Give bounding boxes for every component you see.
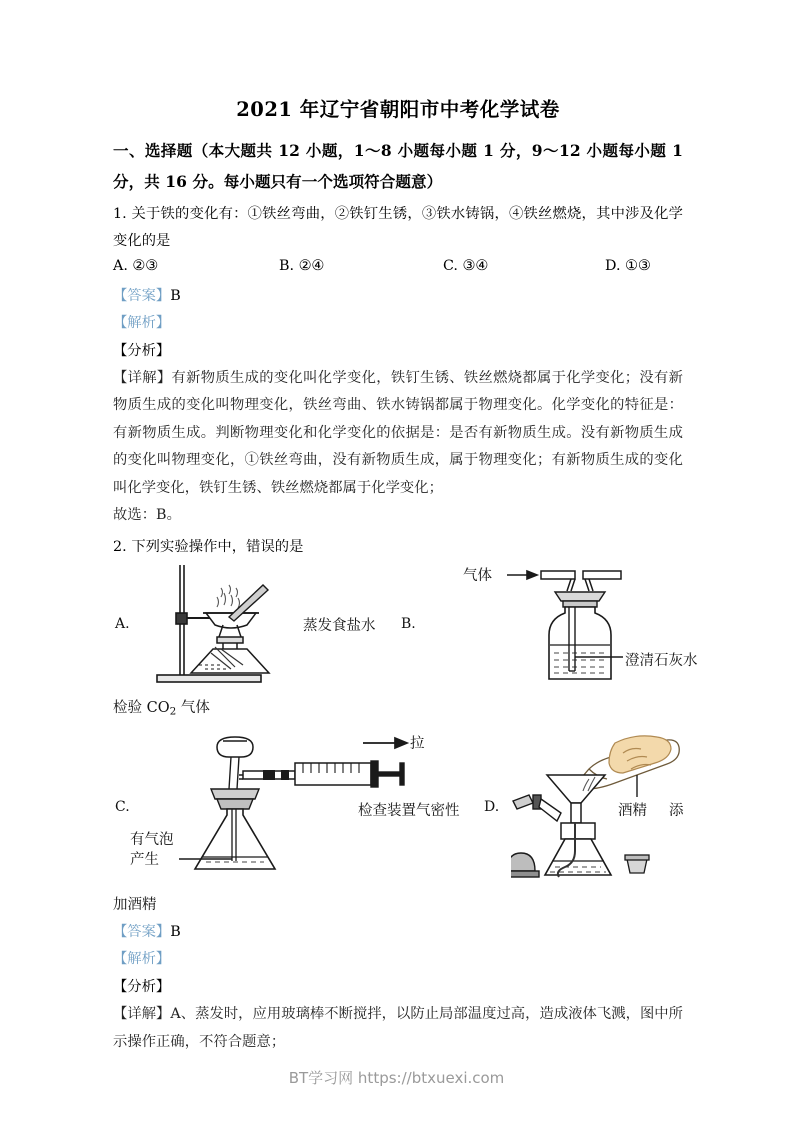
question-2-option-b-label[interactable]: B.	[401, 616, 416, 633]
question-2-gas-inlet-label: 气体	[463, 568, 492, 585]
question-1-conclusion: 故选：B。	[113, 507, 181, 524]
question-2-option-a-label[interactable]: A.	[115, 616, 130, 633]
answer-value: B	[170, 287, 181, 304]
question-2-add-alcohol-caption: 加酒精	[113, 897, 157, 914]
question-2-bubble-label-line2: 产生	[130, 852, 159, 869]
answer-tag: 【答案】	[113, 287, 171, 304]
answer-value: B	[170, 924, 181, 941]
question-2-option-d-caption: 酒精	[618, 803, 647, 820]
question-2-figures-row-2	[113, 729, 683, 919]
gas-washing-bottle-icon	[505, 561, 635, 691]
question-1-analysis-tag: 【解析】	[113, 315, 171, 332]
question-1-answer-line	[113, 283, 683, 310]
question-2-option-d-label[interactable]: D.	[484, 799, 500, 816]
question-2-analysis-tag: 【解析】	[113, 951, 171, 968]
question-2-detail: 【详解】A、蒸发时，应用玻璃棒不断搅拌，以防止局部温度过高，造成液体飞溅，图中所示操作正确，不符合题意；	[113, 1006, 683, 1050]
page-title: 2021 年辽宁省朝阳市中考化学试卷	[236, 98, 560, 121]
question-1-fenxi-tag: 【分析】	[113, 342, 171, 359]
question-2-stem: 2. 下列实验操作中，错误的是	[113, 538, 304, 555]
co2-subscript: 2	[169, 705, 177, 718]
question-1-option-c[interactable]: C. ③④	[443, 257, 489, 274]
question-1-options	[113, 258, 683, 283]
question-2-bubble-label-line1: 有气泡	[130, 832, 174, 849]
question-1-option-b[interactable]: B. ②④	[279, 257, 325, 274]
question-2-answer-line	[113, 919, 683, 946]
question-2-fenxi-tag: 【分析】	[113, 978, 171, 995]
question-2-option-c-caption: 检查装置气密性	[358, 803, 460, 820]
answer-tag: 【答案】	[113, 924, 171, 941]
question-1-stem: 1. 关于铁的变化有：①铁丝弯曲，②铁钉生锈，③铁水铸锅，④铁丝燃烧，其中涉及化学变化的是	[113, 205, 683, 250]
adding-alcohol-apparatus-icon	[511, 731, 686, 886]
evaporation-apparatus-icon	[151, 561, 281, 691]
question-1-detail: 【详解】有新物质生成的变化叫化学变化，铁钉生锈、铁丝燃烧都属于化学变化；没有新物质生成的变化叫物理变化，铁丝弯曲、铁水铸锅都属于物理变化。化学变化的特征是：有新物质生成。判断物理变化和化学变化的依据是：是否有新物质生成。没有新物质生成的变化叫物理变化，①铁丝弯曲，没有新物质生成，属于物理变化；有新物质生成的变化叫化学变化，铁钉生锈、铁丝燃烧都属于化学变化；	[113, 369, 683, 496]
question-2-pull-label: 拉	[410, 736, 425, 753]
question-2-option-b-caption: 澄清石灰水	[625, 653, 698, 670]
co2-caption-post: 气体	[176, 700, 210, 717]
question-2-co2-caption	[113, 696, 210, 718]
question-1-option-a[interactable]: A. ②③	[113, 257, 159, 274]
section-heading: 一、选择题（本大题共 12 小题，1～8 小题每小题 1 分，9～12 小题每小题 1 分，共 16 分。每小题只有一个选项符合题意）	[113, 141, 683, 191]
question-2-option-a-caption: 蒸发食盐水	[303, 618, 376, 635]
question-2-figures-row-1	[113, 561, 698, 729]
question-2-option-d-caption-add: 添	[669, 803, 684, 820]
question-1-option-d[interactable]: D. ①③	[605, 257, 651, 274]
co2-caption-pre: 检验 CO	[113, 700, 170, 717]
footer-watermark: BT学习网 https://btxuexi.com	[288, 1069, 505, 1087]
page-content	[113, 0, 698, 1056]
question-2-option-c-label[interactable]: C.	[115, 799, 130, 816]
